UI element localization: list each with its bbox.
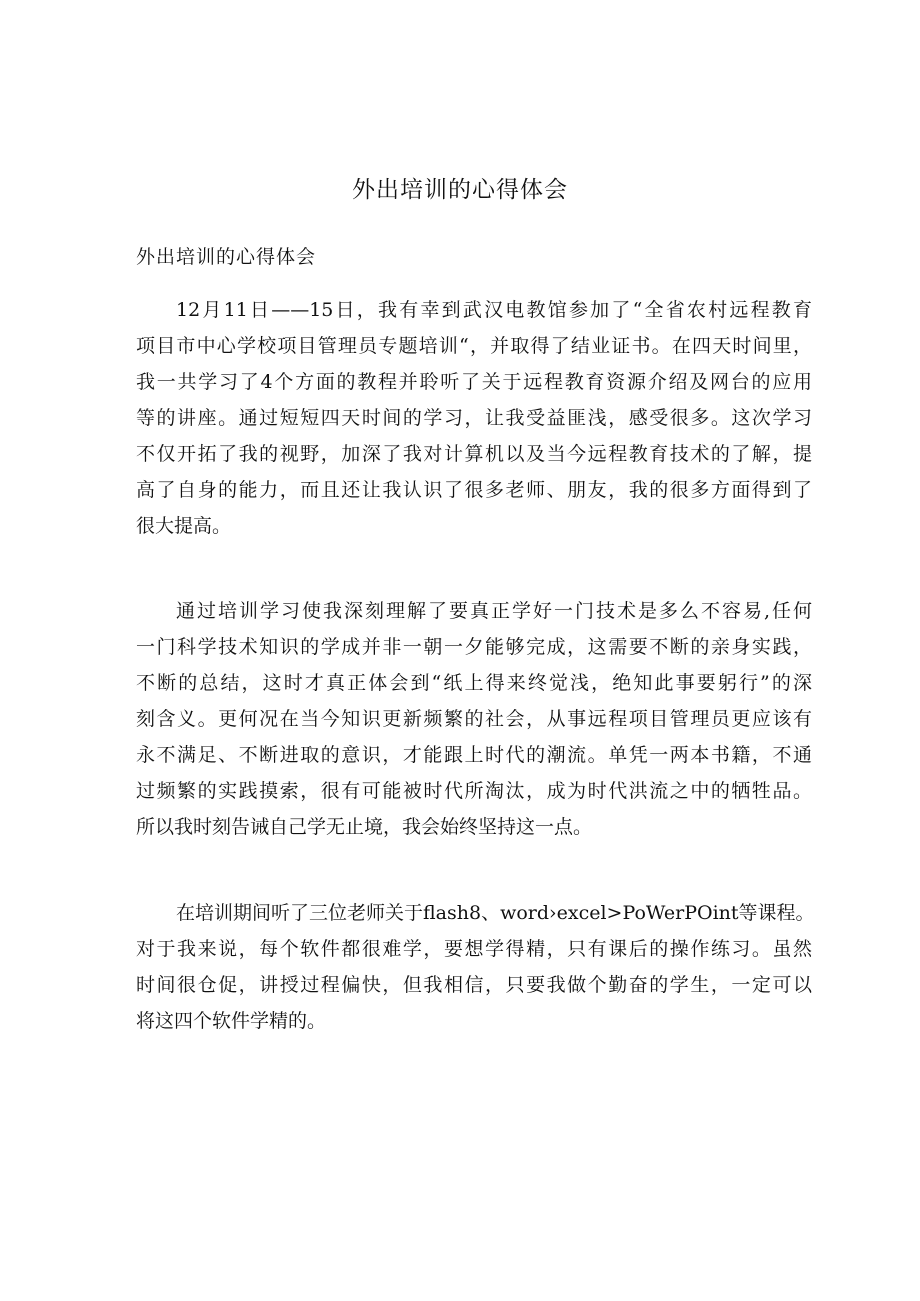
paragraph-line: 所以我时刻告诫自己学无止境，我会始终坚持这一点。 [136,816,593,838]
paragraph-line: 在培训期间听了三位老师关于flash8、word›excel>PoWerPOint等课程。 [176,902,815,924]
paragraph-line: 很大提高。 [136,515,232,537]
paragraph-line: 时间很仓促，讲授过程偏快，但我相信，只要我做个勤奋的学生，一定可以 [136,974,812,996]
paragraph-line: 通过培训学习使我深刻理解了要真正学好一门技术是多么不容易,任何 [176,600,812,622]
paragraph-line: 高了自身的能力，而且还让我认识了很多老师、朋友，我的很多方面得到了 [136,479,812,501]
paragraph-1 [136,292,812,544]
paragraph-line: 不仅开拓了我的视野，加深了我对计算机以及当今远程教育技术的了解，提 [136,443,812,465]
paragraph-line: 我一共学习了4个方面的教程并聆听了关于远程教育资源介绍及网台的应用 [136,371,812,393]
paragraph-line: 一门科学技术知识的学成并非一朝一夕能够完成，这需要不断的亲身实践， [136,636,812,658]
document-subtitle: 外出培训的心得体会 [136,246,317,268]
paragraph-line: 永不满足、不断进取的意识，才能跟上时代的潮流。单凭一两本书籍，不通 [136,744,812,766]
paragraph-2 [136,593,812,845]
document-title: 外出培训的心得体会 [352,177,568,203]
paragraph-line: 不断的总结，这时才真正体会到“纸上得来终觉浅，绝知此事要躬行”的深 [136,672,812,694]
paragraph-line: 12月11日——15日，我有幸到武汉电教馆参加了“全省农村远程教育 [176,299,812,321]
paragraph-3 [136,895,815,1039]
paragraph-line: 项目市中心学校项目管理员专题培训“，并取得了结业证书。在四天时间里， [136,335,812,357]
paragraph-line: 过频繁的实践摸索，很有可能被时代所淘汰，成为时代洪流之中的牺牲品。 [136,780,812,802]
paragraph-line: 刻含义。更何况在当今知识更新频繁的社会，从事远程项目管理员更应该有 [136,708,812,730]
paragraph-line: 等的讲座。通过短短四天时间的学习，让我受益匪浅，感受很多。这次学习 [136,407,812,429]
paragraph-line: 将这四个软件学精的。 [136,1010,327,1032]
paragraph-line: 对于我来说，每个软件都很难学，要想学得精，只有课后的操作练习。虽然 [136,938,812,960]
